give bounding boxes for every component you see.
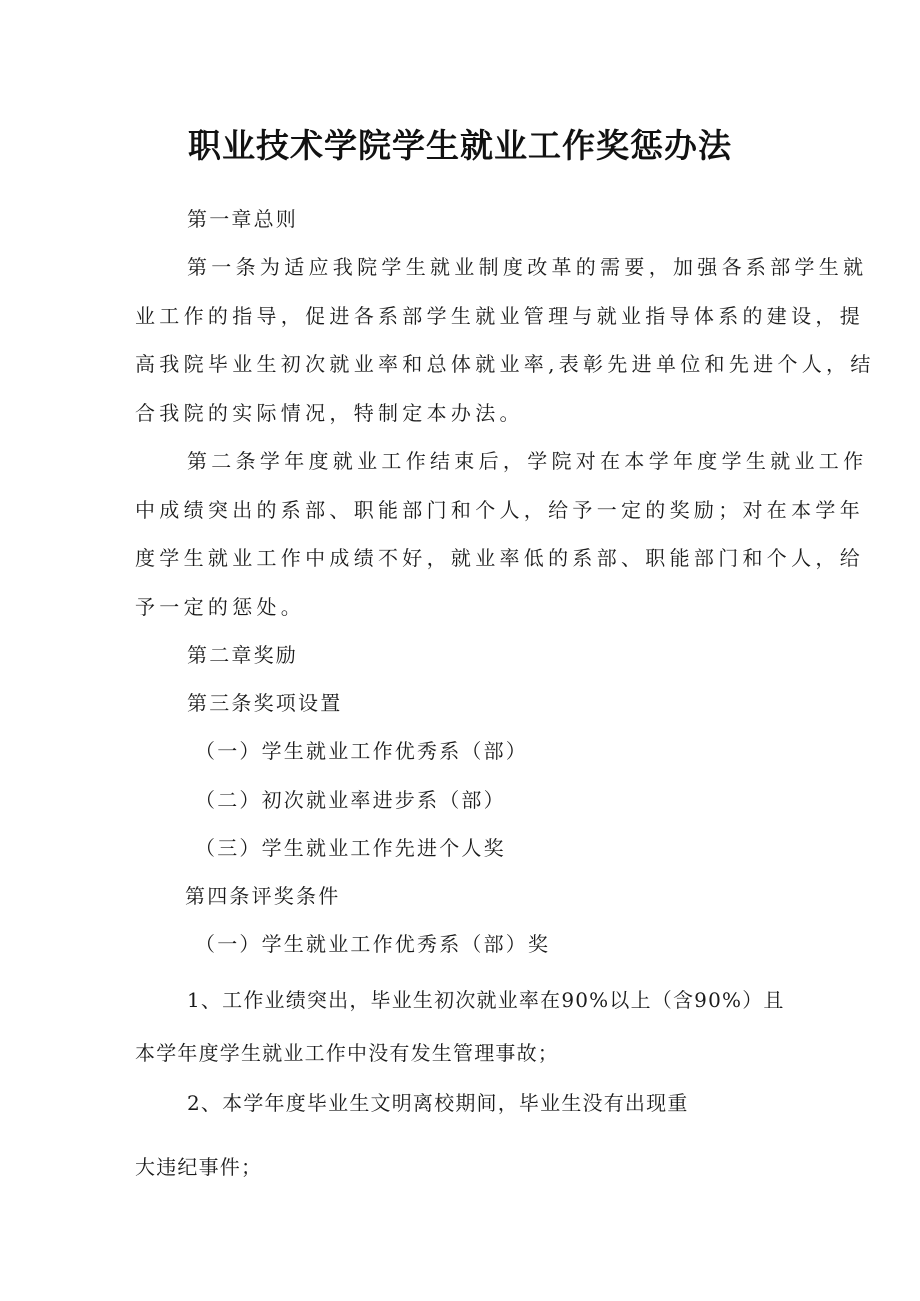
condition-item-2-line-2: 大违纪事件； bbox=[135, 1155, 263, 1179]
article-1-line-1: 第一条为适应我院学生就业制度改革的需要，加强各系部学生就 bbox=[187, 255, 868, 279]
chapter-1-heading: 第一章总则 bbox=[187, 207, 298, 231]
article-1-line-3: 高我院毕业生初次就业率和总体就业率,表彰先进单位和先进个人，结 bbox=[135, 352, 875, 376]
condition-item-1-line-1: 1、工作业绩突出，毕业生初次就业率在90%以上（含90%）且 bbox=[187, 988, 785, 1012]
article-2-line-3: 度学生就业工作中成绩不好，就业率低的系部、职能部门和个人，给 bbox=[135, 546, 864, 570]
condition-heading: （一）学生就业工作优秀系（部）奖 bbox=[195, 932, 551, 956]
article-1-line-4: 合我院的实际情况，特制定本办法。 bbox=[135, 401, 524, 425]
award-item-3: （三）学生就业工作先进个人奖 bbox=[195, 836, 506, 860]
article-1-line-2: 业工作的指导，促进各系部学生就业管理与就业指导体系的建设，提 bbox=[135, 304, 864, 328]
chapter-2-heading: 第二章奖励 bbox=[187, 643, 298, 667]
condition-item-2-line-1: 2、本学年度毕业生文明离校期间，毕业生没有出现重 bbox=[187, 1091, 689, 1115]
article-2-line-1: 第二条学年度就业工作结束后，学院对在本学年度学生就业工作 bbox=[187, 449, 868, 473]
condition-item-1-line-2: 本学年度学生就业工作中没有发生管理事故； bbox=[135, 1041, 559, 1065]
article-3-heading: 第三条奖项设置 bbox=[187, 691, 343, 715]
document-title: 职业技术学院学生就业工作奖惩办法 bbox=[188, 126, 732, 165]
award-item-2: （二）初次就业率进步系（部） bbox=[195, 788, 506, 812]
article-2-line-2: 中成绩突出的系部、职能部门和个人，给予一定的奖励；对在本学年 bbox=[135, 498, 864, 522]
article-2-line-4: 予一定的惩处。 bbox=[135, 595, 306, 619]
article-4-heading: 第四条评奖条件 bbox=[185, 884, 341, 908]
award-item-1: （一）学生就业工作优秀系（部） bbox=[195, 739, 528, 763]
